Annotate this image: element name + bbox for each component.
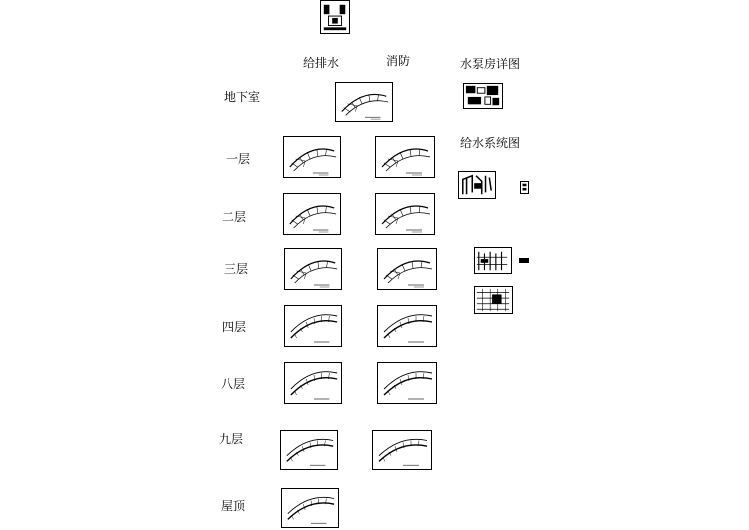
water-supply-system-sheet[interactable] [458, 171, 496, 199]
floor1-fire-plan[interactable] [375, 136, 435, 178]
floor9-drainage-plan[interactable] [280, 430, 338, 470]
pump-room-detail-sheet[interactable] [463, 83, 503, 109]
roof-drainage-plan[interactable] [281, 488, 339, 528]
system-legend-sheet[interactable] [520, 181, 529, 194]
floor8-fire-plan[interactable] [377, 362, 437, 404]
floor3-fire-plan[interactable] [377, 248, 437, 290]
column-header-pump-room-detail: 水泵房详图 [460, 57, 521, 71]
floor4-fire-plan[interactable] [377, 305, 437, 347]
floor2-fire-plan[interactable] [375, 193, 435, 235]
row-label-floor3: 三层 [224, 262, 249, 276]
floor1-drainage-plan[interactable] [283, 136, 341, 178]
system-detail-sheet-1-note[interactable] [519, 257, 533, 265]
column-header-fire: 消防 [386, 54, 411, 68]
system-detail-sheet-1[interactable] [474, 247, 512, 274]
floor3-drainage-plan[interactable] [284, 248, 342, 290]
column-header-water-supply-system: 给水系统图 [460, 136, 521, 150]
floor4-drainage-plan[interactable] [284, 305, 342, 347]
row-label-floor2: 二层 [222, 210, 247, 224]
floor2-drainage-plan[interactable] [283, 193, 341, 235]
basement-drainage-plan[interactable] [335, 82, 393, 122]
column-header-drainage: 给排水 [303, 56, 340, 70]
row-label-floor4: 四层 [222, 320, 247, 334]
row-label-basement: 地下室 [224, 90, 261, 104]
system-detail-sheet-2[interactable] [474, 286, 513, 314]
floor9-fire-plan[interactable] [372, 430, 432, 470]
row-label-floor1: 一层 [226, 152, 251, 166]
floor8-drainage-plan[interactable] [284, 362, 342, 404]
row-label-floor8: 八层 [221, 377, 246, 391]
cover-sheet[interactable] [320, 0, 350, 34]
row-label-roof: 屋顶 [221, 499, 246, 513]
row-label-floor9: 九层 [219, 432, 244, 446]
